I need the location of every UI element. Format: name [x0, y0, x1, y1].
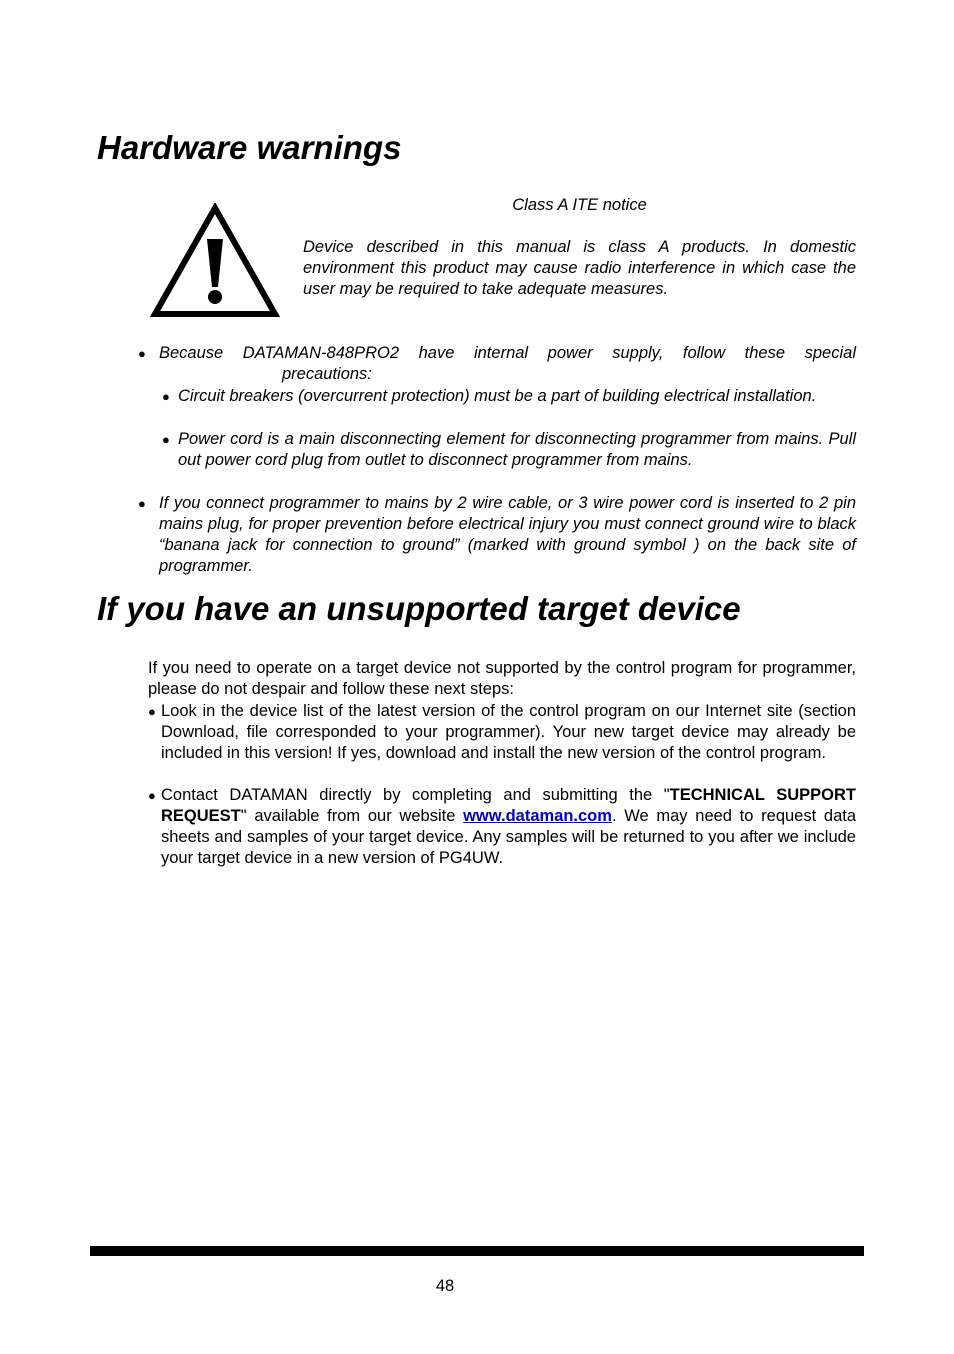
list-item-text: Look in the device list of the latest version of the control program on our Internet site (section Download, file corresponded to your programmer). Your new target device may already be included in this version! If yes, download and install the new version of the control program. [161, 702, 856, 762]
text-part: . We may need to request data sheets and samples of your target device. Any samples will be returned to you after we include your target device in a new version of PG4UW. [161, 807, 857, 867]
notice-text: Device described in this manual is class A products. In domestic environment this product may cause radio interference in which case the user may be required to take adequate measures. [303, 238, 856, 298]
section-title-hardware-warnings: Hardware warnings [97, 129, 402, 166]
footer-rule [90, 1246, 864, 1256]
list-item-text: Because DATAMAN-848PRO2 have internal power supply, follow these special [159, 344, 856, 362]
bold-text: TECHNICAL SUPPORT REQUEST [161, 786, 856, 825]
page-number: 48 [435, 1277, 455, 1295]
text-part: " available from our website [240, 807, 464, 825]
text-part: Contact DATAMAN directly by completing and submitting the " [161, 786, 670, 804]
sub-list-item-text: Circuit breakers (overcurrent protection) must be a part of building electrical installation. [178, 387, 817, 405]
list-item-text [161, 785, 856, 869]
manual-page: Hardware warnings Class A ITE notice Device described in this manual is class A products. In domestic environment this product may cause radio interference in which case the user may be required to take adequate measures. ● Because DATAMAN-848PRO2 have internal power supply, follow these special precautions: ● Circuit breakers (overcurrent protection) must be a part of building electrical installation. ● Power cord is a main disconnecting element for disconnecting programmer from mains. Pull out power cord plug from outlet to disconnect programmer from mains. ● If you connect programmer to mains by 2 wire cable, or 3 wire power cord is inserted to 2 pin mains plug, for proper prevention before electrical injury you must connect ground wire to black “banana jack for connection to ground” (marked with ground symbol ) on the back site of programmer. If you have an unsupported target device If you need to operate on a target device not supported by the control program for programmer, please do not despair and follow these next steps: ● Look in the device list of the latest version of the control program on our Internet site (section Download, file corresponded to your programmer). Your new target device may already be included in this version! If yes, download and install the new version of the control program. ● Contact DATAMAN directly by completing and submitting the "TECHNICAL SUPPORT REQUEST" available from our website www.dataman.com. We may need to request data sheets and samples of your target device. Any samples will be returned to you after we include your target device in a new version of PG4UW. 48 [0, 0, 954, 1354]
list-item-text-cont: precautions: [282, 365, 372, 383]
list-item-text: If you connect programmer to mains by 2 wire cable, or 3 wire power cord is inserted to 2 pin mains plug, for proper prevention before electrical injury you must connect ground wire to black “banana jack for connection to ground” (marked with ground symbol ) on the back site of programmer. [159, 494, 856, 575]
section-title-unsupported-device: If you have an unsupported target device [97, 590, 741, 627]
website-link[interactable]: www.dataman.com [463, 807, 612, 825]
intro-paragraph: If you need to operate on a target device not supported by the control program for programmer, please do not despair and follow these next steps: [148, 659, 856, 698]
notice-title: Class A ITE notice [512, 196, 647, 214]
sub-list-item-text: Power cord is a main disconnecting element for disconnecting programmer from mains. Pull out power cord plug from outlet to disconnect programmer from mains. [178, 430, 856, 469]
warning-triangle-icon [150, 203, 280, 319]
